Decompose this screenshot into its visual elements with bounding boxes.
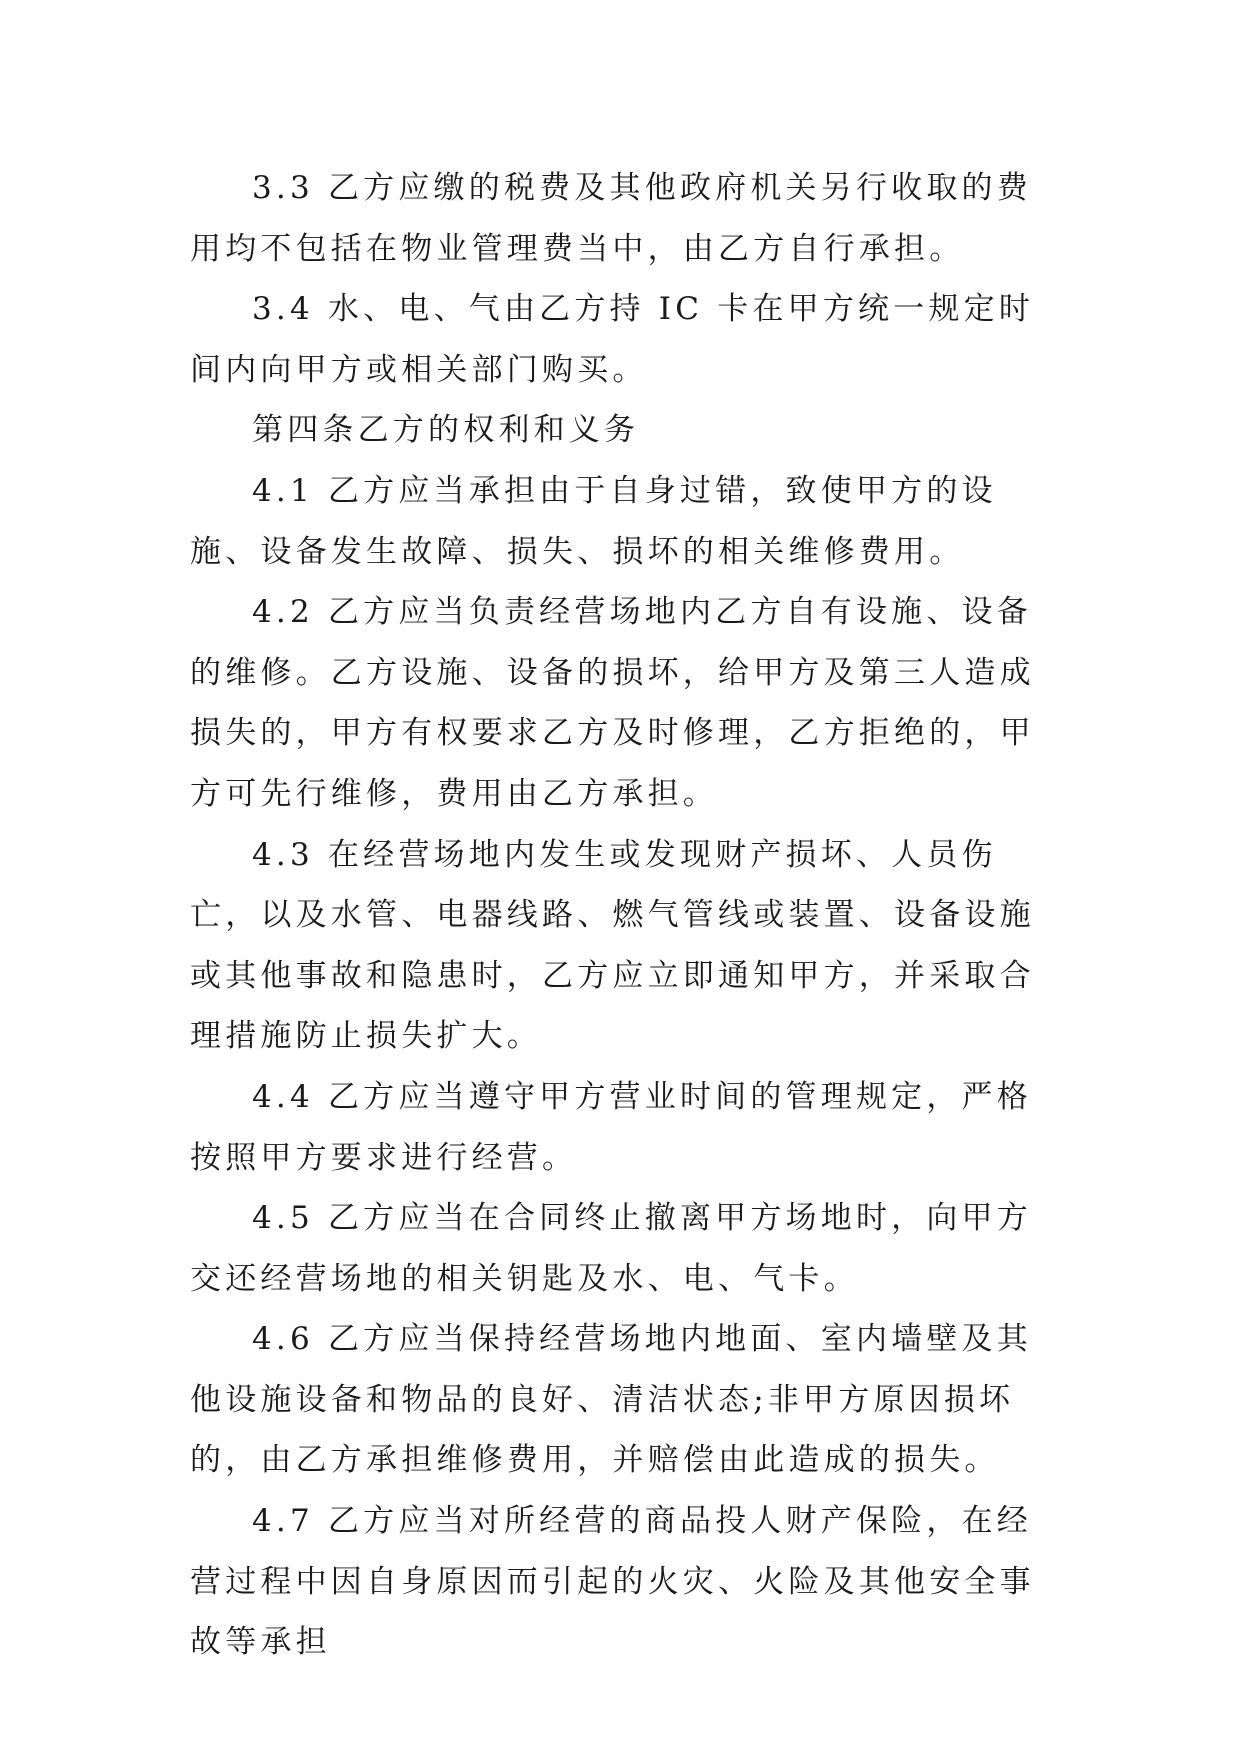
paragraph-4-1: 4.1 乙方应当承担由于自身过错，致使甲方的设施、设备发生故障、损失、损坏的相关维修费用。	[190, 472, 997, 570]
paragraph-3-3: 3.3 乙方应缴的税费及其他政府机关另行收取的费用均不包括在物业管理费当中，由乙方自行承担。	[190, 170, 1032, 267]
paragraph-4-3: 4.3 在经营场地内发生或发现财产损坏、人员伤亡，以及水管、电器线路、燃气管线或装置、设备设施或其他事故和隐患时，乙方应立即通知甲方，并采取合理措施防止损失扩大。	[190, 836, 1035, 1055]
paragraph-4-2: 4.2 乙方应当负责经营场地内乙方自有设施、设备的维修。乙方设施、设备的损坏，给甲方及第三人造成损失的，甲方有权要求乙方及时修理，乙方拒绝的，甲方可先行维修，费用由乙方承担。	[190, 594, 1035, 812]
paragraph-4-7: 4.7 乙方应当对所经营的商品投人财产保险，在经营过程中因自身原因而引起的火灾、火险及其他安全事故等承担	[190, 1503, 1035, 1661]
paragraph-4-5: 4.5 乙方应当在合同终止撤离甲方场地时，向甲方交还经营场地的相关钥匙及水、电、气卡。	[190, 1200, 1032, 1297]
paragraph-4-6: 4.6 乙方应当保持经营场地内地面、室内墙壁及其他设施设备和物品的良好、清洁状态;非甲方原因损坏的，由乙方承担维修费用，并赔偿由此造成的损失。	[190, 1321, 1032, 1479]
paragraph-4-4: 4.4 乙方应当遵守甲方营业时间的管理规定，严格按照甲方要求进行经营。	[190, 1078, 1032, 1176]
document-body	[190, 158, 1052, 1673]
paragraph-3-4: 3.4 水、电、气由乙方持 IC 卡在甲方统一规定时间内向甲方或相关部门购买。	[190, 291, 1035, 388]
section-heading-article-4: 第四条乙方的权利和义务	[252, 412, 640, 449]
